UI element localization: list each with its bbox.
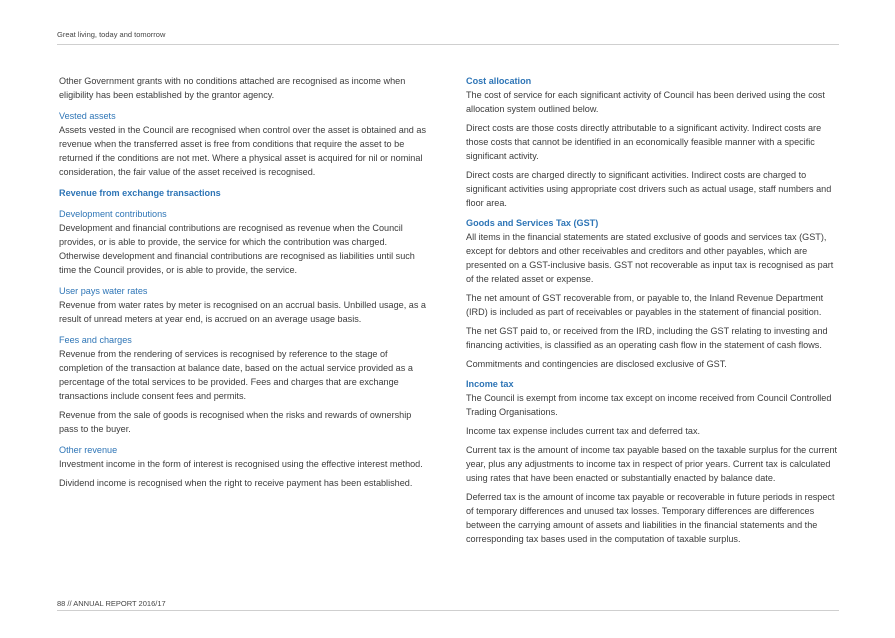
fees-charges-paragraph-2: Revenue from the sale of goods is recognised when the risks and rewards of ownership pass to the buyer. xyxy=(59,410,412,434)
cost-allocation-paragraph-2: Direct costs are those costs directly attributable to a significant activity. Indirect costs are those costs that cannot be identified in an economically feasible manner with a specific significant activity. xyxy=(466,123,822,161)
header-rule xyxy=(57,44,839,45)
income-tax-paragraph-3: Current tax is the amount of income tax payable based on the taxable surplus for the current year, plus any adjustments to income tax in respect of prior years. Current tax is calculated using rates that have been enacted or substantially enacted by balance date. xyxy=(466,445,838,483)
gst-paragraph-4: Commitments and contingencies are disclosed exclusive of GST. xyxy=(466,359,727,369)
development-contributions-heading: Development contributions xyxy=(59,209,167,219)
other-revenue-paragraph-2: Dividend income is recognised when the right to receive payment has been established. xyxy=(59,478,413,488)
gst-paragraph-1: All items in the financial statements are stated exclusive of goods and services tax (GST), except for debtors and other receivables and creditors and other payables, which are presented on a GST-inclusive basis. GST not recoverable as input tax is recognised as part of the related asset or expense. xyxy=(466,232,834,284)
page-footer: 88 // ANNUAL REPORT 2016/17 xyxy=(57,599,166,608)
exchange-transactions-heading: Revenue from exchange transactions xyxy=(59,188,221,198)
grants-paragraph: Other Government grants with no conditions attached are recognised as income when eligibility has been established by the grantor agency. xyxy=(59,76,406,100)
running-header: Great living, today and tomorrow xyxy=(57,30,166,39)
fees-charges-paragraph-1: Revenue from the rendering of services is recognised by reference to the stage of completion of the transaction at balance date, based on the actual service provided as a percentage of the total services to be provided. Fees and charges that are exchange transactions include consent fees and permits. xyxy=(59,349,413,401)
gst-paragraph-2: The net amount of GST recoverable from, or payable to, the Inland Revenue Department (IRD) is included as part of receivables or payables in the statement of financial position. xyxy=(466,293,824,317)
development-contributions-paragraph: Development and financial contributions are recognised as revenue when the Council provides, or is able to provide, the service for which the contribution was charged. Otherwise development and financial contributions are recognised as liabilities until such time the Council provides, or is able to provide, the service. xyxy=(59,223,415,275)
right-column xyxy=(466,74,838,551)
income-tax-paragraph-2: Income tax expense includes current tax and deferred tax. xyxy=(466,426,701,436)
vested-assets-heading: Vested assets xyxy=(59,111,116,121)
income-tax-heading: Income tax xyxy=(466,379,514,389)
cost-allocation-heading: Cost allocation xyxy=(466,76,532,86)
vested-assets-paragraph: Assets vested in the Council are recognised when control over the asset is obtained and as revenue when the transferred asset is free from conditions that require the asset to be returned if the conditions are not met. Where a physical asset is acquired for nil or nominal consideration, the fair value of the asset received is recognised. xyxy=(59,125,426,177)
income-tax-paragraph-1: The Council is exempt from income tax except on income received from Council Controlled Trading Organisations. xyxy=(466,393,832,417)
gst-heading: Goods and Services Tax (GST) xyxy=(466,218,599,228)
gst-paragraph-3: The net GST paid to, or received from the IRD, including the GST relating to investing and financing activities, is classified as an operating cash flow in the statement of cash flows. xyxy=(466,326,828,350)
left-column xyxy=(59,74,429,495)
fees-charges-heading: Fees and charges xyxy=(59,335,132,345)
cost-allocation-paragraph-3: Direct costs are charged directly to significant activities. Indirect costs are charged to significant activities using appropriate cost drivers such as actual usage, staff numbers and floor area. xyxy=(466,170,832,208)
other-revenue-heading: Other revenue xyxy=(59,445,118,455)
income-tax-paragraph-4: Deferred tax is the amount of income tax payable or recoverable in future periods in respect of temporary differences and unused tax losses. Temporary differences are differences between the carrying amount of assets and liabilities in the financial statements and the corresponding tax bases used in the computation of taxable surplus. xyxy=(466,492,835,544)
footer-rule xyxy=(57,610,839,611)
other-revenue-paragraph-1: Investment income in the form of interest is recognised using the effective interest method. xyxy=(59,459,423,469)
cost-allocation-paragraph-1: The cost of service for each significant activity of Council has been derived using the cost allocation system outlined below. xyxy=(466,90,825,114)
water-rates-paragraph: Revenue from water rates by meter is recognised on an accrual basis. Unbilled usage, as a result of unread meters at year end, is accrued on an average usage basis. xyxy=(59,300,426,324)
water-rates-heading: User pays water rates xyxy=(59,286,148,296)
